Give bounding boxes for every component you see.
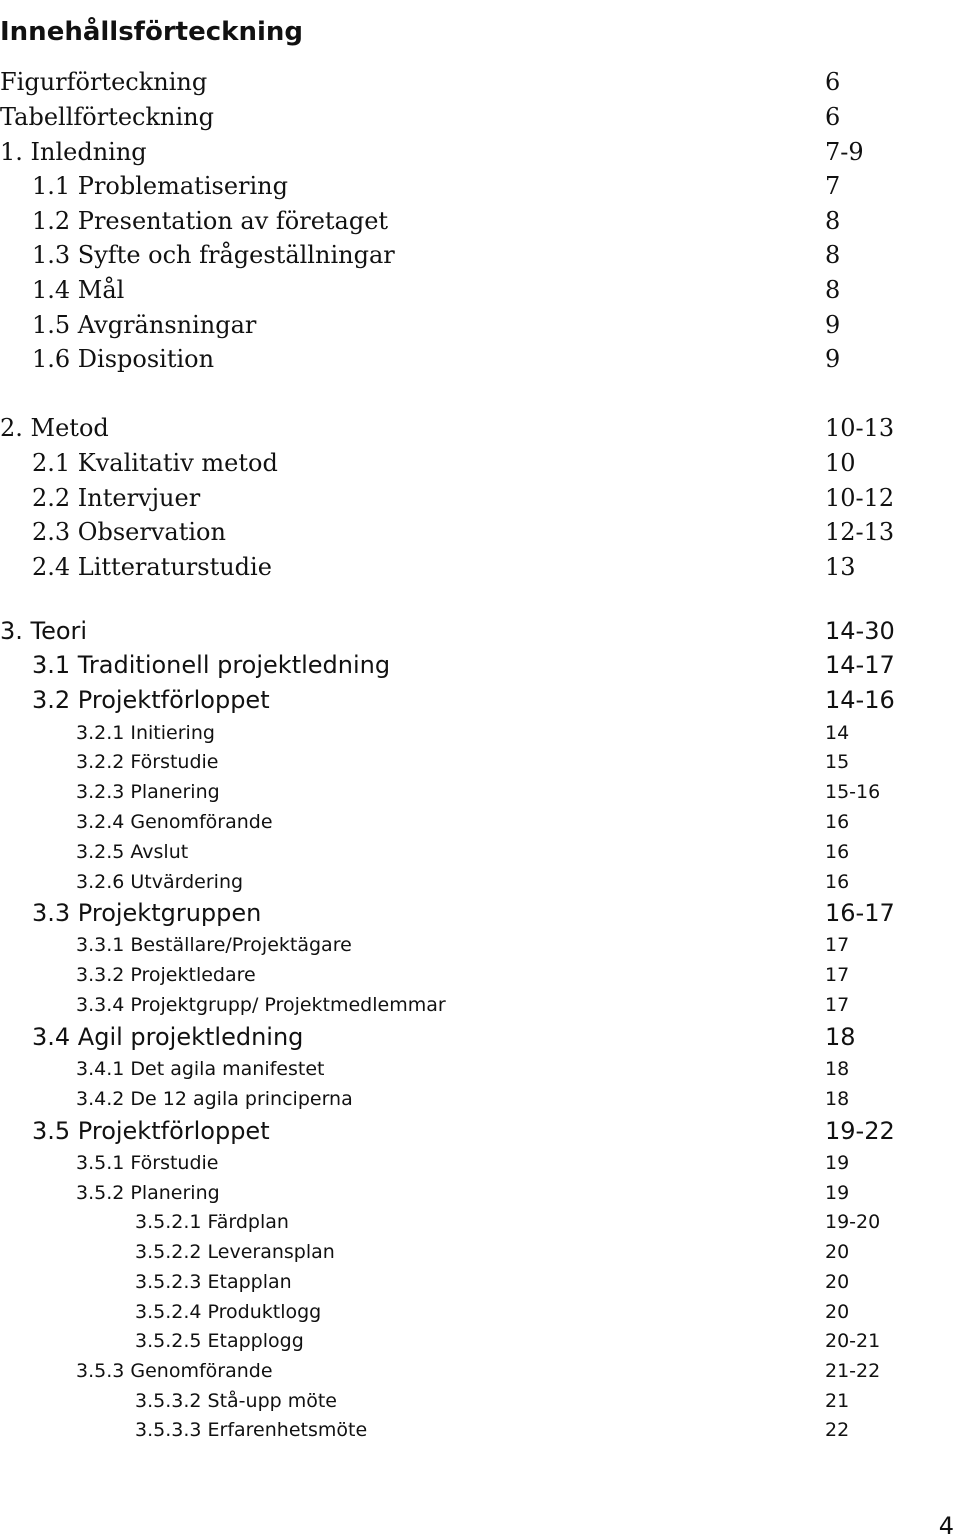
toc-entry-page: 22 bbox=[825, 1419, 850, 1441]
toc-heading: Innehållsförteckning bbox=[0, 17, 303, 48]
toc-entry-title: 1.2 Presentation av företaget bbox=[32, 207, 389, 235]
toc-entry-page: 17 bbox=[825, 994, 850, 1016]
toc-entry-title: 3.2.1 Initiering bbox=[76, 722, 215, 744]
toc-entry-title: 3.2.4 Genomförande bbox=[76, 811, 273, 833]
toc-entry-page: 9 bbox=[825, 345, 841, 373]
toc-entry-title: 3.2.3 Planering bbox=[76, 781, 220, 803]
toc-entry-title: 3.5.3.2 Stå-upp möte bbox=[135, 1390, 337, 1412]
toc-entry-title: 3.3 Projektgruppen bbox=[32, 899, 262, 927]
toc-entry-title: 3.4 Agil projektledning bbox=[32, 1023, 304, 1051]
toc-entry-title: 1.5 Avgränsningar bbox=[32, 311, 257, 339]
toc-entry-title: 2.1 Kvalitativ metod bbox=[32, 449, 278, 477]
toc-entry-title: 3.4.1 Det agila manifestet bbox=[76, 1058, 325, 1080]
toc-entry-title: Figurförteckning bbox=[0, 68, 208, 96]
toc-entry-page: 6 bbox=[825, 68, 841, 96]
toc-entry-title: 3.5.2.5 Etapplogg bbox=[135, 1330, 304, 1352]
toc-entry-page: 17 bbox=[825, 934, 850, 956]
toc-entry-title: 3.2.2 Förstudie bbox=[76, 751, 219, 773]
toc-entry-title: 3.5.2 Planering bbox=[76, 1182, 220, 1204]
toc-entry-page: 6 bbox=[825, 103, 841, 131]
toc-entry-page: 19-20 bbox=[825, 1211, 881, 1233]
toc-entry-page: 20 bbox=[825, 1271, 850, 1293]
toc-entry-page: 8 bbox=[825, 276, 841, 304]
toc-entry-title: 3.5.2.2 Leveransplan bbox=[135, 1241, 335, 1263]
toc-entry-page: 12-13 bbox=[825, 518, 895, 546]
toc-entry-page: 15 bbox=[825, 751, 850, 773]
toc-entry-page: 10-13 bbox=[825, 414, 895, 442]
toc-entry-page: 19 bbox=[825, 1152, 850, 1174]
toc-entry-title: 3.5.2.1 Färdplan bbox=[135, 1211, 289, 1233]
toc-entry-page: 20 bbox=[825, 1301, 850, 1323]
toc-entry-page: 9 bbox=[825, 311, 841, 339]
toc-entry-title: 1.3 Syfte och frågeställningar bbox=[32, 241, 395, 269]
toc-entry-page: 10-12 bbox=[825, 484, 895, 512]
toc-entry-page: 18 bbox=[825, 1058, 850, 1080]
toc-entry-page: 19 bbox=[825, 1182, 850, 1204]
toc-entry-title: 1. Inledning bbox=[0, 138, 147, 166]
toc-entry-page: 14-30 bbox=[825, 617, 895, 645]
toc-entry-page: 10 bbox=[825, 449, 856, 477]
toc-entry-page: 21 bbox=[825, 1390, 850, 1412]
toc-entry-title: 3.5 Projektförloppet bbox=[32, 1117, 270, 1145]
toc-entry-title: 1.4 Mål bbox=[32, 276, 125, 304]
toc-entry-title: 3.5.1 Förstudie bbox=[76, 1152, 219, 1174]
toc-entry-title: 2. Metod bbox=[0, 414, 109, 442]
toc-entry-page: 14 bbox=[825, 722, 850, 744]
toc-entry-title: 2.4 Litteraturstudie bbox=[32, 553, 272, 581]
toc-entry-title: 1.1 Problematisering bbox=[32, 172, 288, 200]
toc-entry-title: 2.3 Observation bbox=[32, 518, 226, 546]
toc-entry-title: 3. Teori bbox=[0, 617, 88, 645]
toc-entry-page: 13 bbox=[825, 553, 856, 581]
toc-entry-title: 3.3.1 Beställare/Projektägare bbox=[76, 934, 352, 956]
toc-entry-page: 17 bbox=[825, 964, 850, 986]
toc-entry-page: 20-21 bbox=[825, 1330, 881, 1352]
page-number: 4 bbox=[938, 1512, 954, 1540]
toc-entry-page: 8 bbox=[825, 241, 841, 269]
toc-entry-title: 3.4.2 De 12 agila principerna bbox=[76, 1088, 353, 1110]
toc-entry-page: 18 bbox=[825, 1023, 856, 1051]
toc-entry-title: Tabellförteckning bbox=[0, 103, 214, 131]
toc-entry-page: 8 bbox=[825, 207, 841, 235]
toc-entry-title: 3.2.5 Avslut bbox=[76, 841, 189, 863]
toc-entry-page: 21-22 bbox=[825, 1360, 881, 1382]
toc-entry-page: 7-9 bbox=[825, 138, 864, 166]
toc-entry-page: 7 bbox=[825, 172, 841, 200]
toc-entry-page: 15-16 bbox=[825, 781, 881, 803]
toc-entry-title: 3.2.6 Utvärdering bbox=[76, 871, 244, 893]
toc-entry-page: 14-16 bbox=[825, 686, 895, 714]
toc-entry-page: 16 bbox=[825, 811, 850, 833]
toc-entry-title: 1.6 Disposition bbox=[32, 345, 215, 373]
toc-entry-title: 3.5.3 Genomförande bbox=[76, 1360, 273, 1382]
toc-entry-title: 3.2 Projektförloppet bbox=[32, 686, 270, 714]
toc-entry-page: 16 bbox=[825, 841, 850, 863]
toc-entry-title: 3.5.2.3 Etapplan bbox=[135, 1271, 292, 1293]
toc-entry-title: 3.1 Traditionell projektledning bbox=[32, 651, 391, 679]
toc-entry-title: 3.5.2.4 Produktlogg bbox=[135, 1301, 322, 1323]
toc-entry-page: 14-17 bbox=[825, 651, 895, 679]
toc-entry-page: 18 bbox=[825, 1088, 850, 1110]
toc-entry-title: 2.2 Intervjuer bbox=[32, 484, 201, 512]
toc-entry-title: 3.3.2 Projektledare bbox=[76, 964, 256, 986]
toc-entry-page: 19-22 bbox=[825, 1117, 895, 1145]
toc-entry-page: 16-17 bbox=[825, 899, 895, 927]
toc-entry-page: 20 bbox=[825, 1241, 850, 1263]
toc-entry-page: 16 bbox=[825, 871, 850, 893]
toc-entry-title: 3.5.3.3 Erfarenhetsmöte bbox=[135, 1419, 368, 1441]
toc-entry-title: 3.3.4 Projektgrupp/ Projektmedlemmar bbox=[76, 994, 446, 1016]
